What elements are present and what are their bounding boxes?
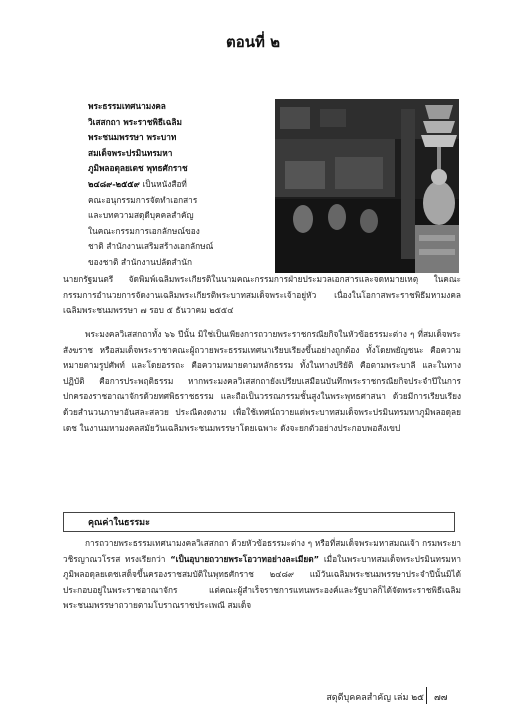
intro-line: และบทความสดุดีบุคคลสำคัญ xyxy=(88,210,194,221)
intro-bold-line: วิเสสกถา พระราชพิธีเฉลิม xyxy=(88,116,182,127)
intro-continuation: นายกรัฐมนตรี จัดพิมพ์เฉลิมพระเกียรติในนามคณะกรรมการฝ่ายประมวลเอกสารและจดหมายเหตุ ในคณะกรรมการอำนวยการจัดงานเฉลิมพระเกียรติพระบาทสมเด็จพระเจ้าอยู่หัว เนื่องในโอกาสพระราชพิธีมหามงคลเฉลิมพระชนมพรรษา ๗ รอบ ๕ ธันวาคม ๒๕๕๔ xyxy=(63,274,461,316)
paragraph-3-quote: “เป็นอุบายถวายพระโอวาทอย่างละเมียด” xyxy=(170,553,320,564)
intro-line: ของชาติ สำนักงานปลัดสำนัก xyxy=(88,256,192,267)
ceremony-photo xyxy=(275,99,459,273)
intro-bold-line: สมเด็จพระปรมินทรมหา xyxy=(88,147,173,158)
intro-bold-line: พระชนมพรรษา พระบาท xyxy=(88,132,177,143)
intro-line: ชาติ สำนักงานเสริมสร้างเอกลักษณ์ xyxy=(88,241,214,252)
footer-book-title: สดุดีบุคคลสำคัญ เล่ม ๒๕ xyxy=(326,693,424,703)
chapter-heading: ตอนที่ ๒ xyxy=(225,33,280,51)
ceremony-photo-drawing xyxy=(275,99,459,273)
paragraph-3 xyxy=(63,536,461,614)
intro-year-rest: เป็นหนังสือที่ xyxy=(139,178,187,189)
intro-line: ในคณะกรรมการเอกลักษณ์ของ xyxy=(88,225,200,236)
section-title: คุณค่าในธรรมะ xyxy=(88,518,150,528)
intro-line: คณะอนุกรรมการจัดทำเอกสาร xyxy=(88,194,198,205)
paragraph-3-text-b: เมื่อในพระบาทสมเด็จพระปรมินทรมหาภูมิพลอดุลยเดชเสด็จขึ้นครองราชสมบัติในพุทธศักราช ๒๔๘๙ แม้วันเฉลิมพระชนมพรรษาประจำปีนั้นมิได้ประกอบอยู่ในพระราชอาณาจักร แต่คณะผู้สำเร็จราชการแทนพระองค์และรัฐบาลก็ได้จัดพระราชพิธีเฉลิมพระชนมพรรษาถวายตามโบราณราชประเพณี สมเด็จ xyxy=(63,553,462,611)
paragraph-2: พระมงคลวิเสสกถาทั้ง ๖๖ ปีนั้น มิใช่เป็นเพียงการถวายพระราชกรณียกิจในหัวข้อธรรมะต่าง ๆ ที่สมเด็จพระสังฆราช หรือสมเด็จพระราชาคณะผู้ถวายพระธรรมเทศนาเรียบเรียงขึ้นอย่างถูกต้อง ทั้งโดยพยัญชนะ คือความหมายตามรูปศัพท์ และโดยอรรถะ คือความหมายตามหลักธรรม ทั้งในทางปริยัติ คือตามพระบาลี และในทางปฏิบัติ คือการประพฤติธรรม หากพระมงคลวิเสสกถายังเปรียบเสมือนบันทึกพระราชกรณียกิจประจำปีในการปกครองราชอาณาจักรด้วยทศพิธราชธรรม และถือเป็นวรรณกรรมชั้นสูงในพระพุทธศาสนา ด้วยมีการเรียบเรียงด้วยสำนวนภาษาอันสละสลวย ประณีตงดงาม เพื่อใช้เทศน์ถวายแด่พระบาทสมเด็จพระปรมินทรมหาภูมิพลอดุลยเดช ในงานมหามงคลสมัยวันเฉลิมพระชนมพรรษาโดยเฉพาะ ดังจะยกตัวอย่างประกอบพอสังเขป xyxy=(63,329,461,433)
intro-year-line xyxy=(88,177,268,193)
intro-bold-line: ภูมิพลอดุลยเดช พุทธศักราช xyxy=(88,163,188,174)
paragraph-3-text-a: การถวายพระธรรมเทศนามงคลวิเสสกถา ด้วยหัวข้อธรรมะต่าง ๆ หรือที่สมเด็จพระมหาสมณเจ้า กรมพระยาวชิรญาณวโรรส ทรงเรียกว่า xyxy=(63,538,461,564)
intro-year-range: ๒๔๘๙-๒๕๕๙ xyxy=(88,178,140,189)
footer-divider xyxy=(426,687,427,704)
intro-bold-line: พระธรรมเทศนามงคล xyxy=(88,101,166,111)
intro-column xyxy=(88,99,268,271)
page-number: ๗๗ xyxy=(434,693,448,703)
